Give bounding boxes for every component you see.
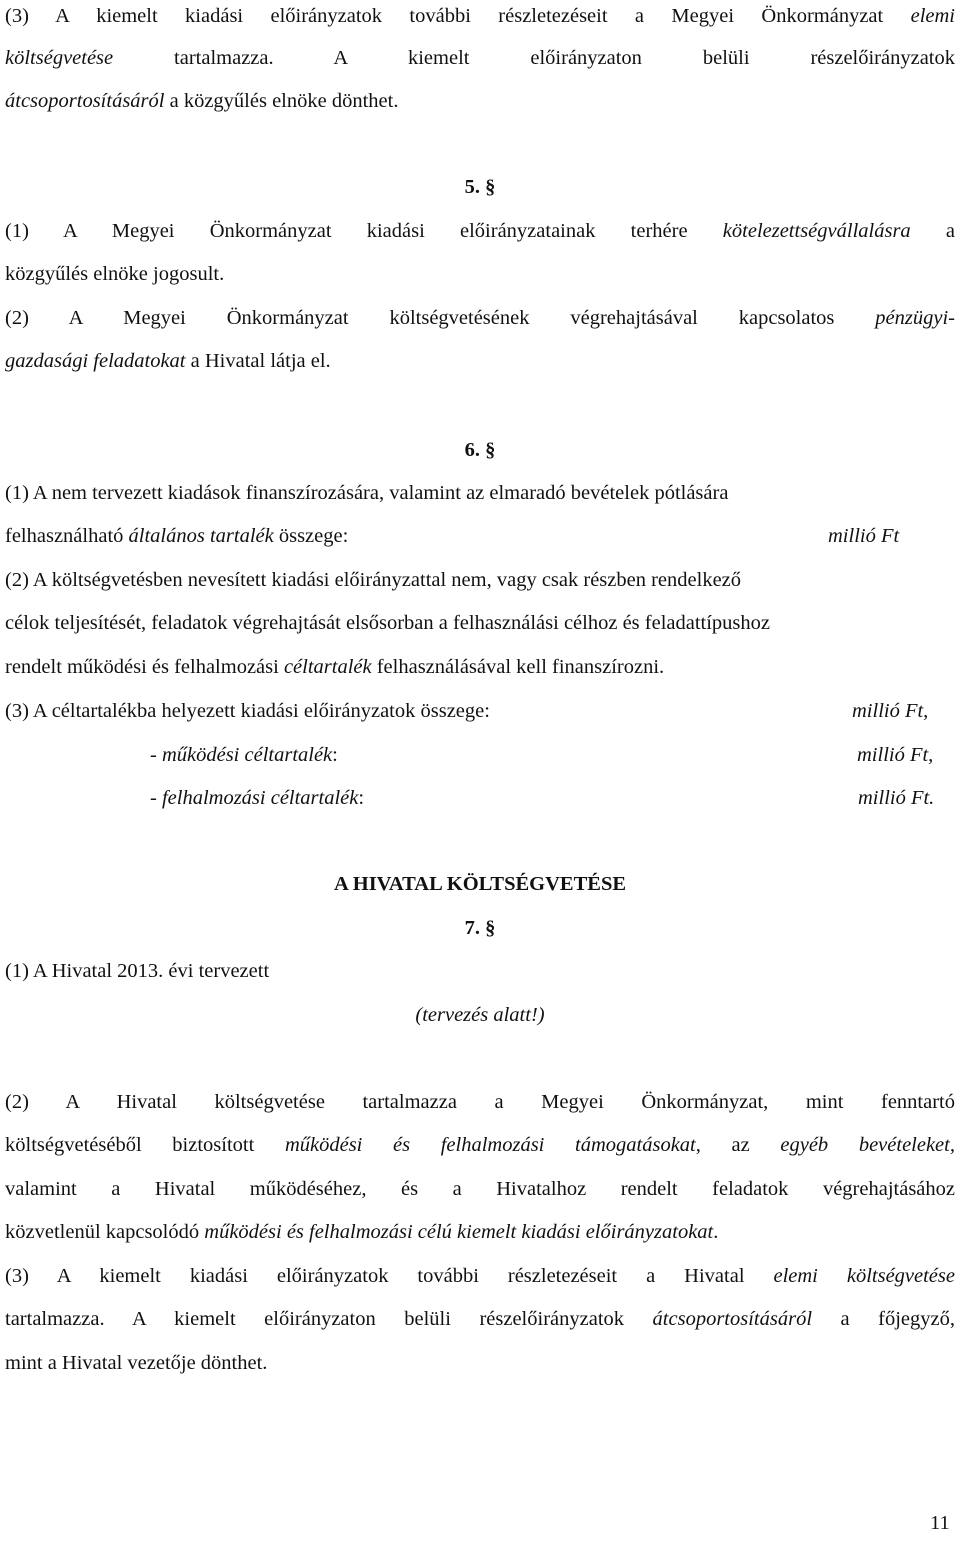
s5-p1-line2: közgyűlés elnöke jogosult. bbox=[5, 263, 225, 285]
hivatal-title: A HIVATAL KÖLTSÉGVETÉSE bbox=[333, 873, 627, 895]
s5-p2-line1: (2) A Megyei Önkormányzat költségvetésének végrehajtásával kapcsolatos pénzügyi- bbox=[5, 307, 955, 329]
s6-p2-line1: (2) A költségvetésben nevesített kiadási előirányzattal nem, vagy csak részben rendelkező bbox=[5, 569, 742, 591]
s5-p2-line2: gazdasági feladatokat a Hivatal látja el. bbox=[5, 350, 331, 372]
target-reserve-amount: millió Ft, bbox=[852, 700, 929, 722]
s4-p3-line3: átcsoportosításáról a közgyűlés elnöke dönthet. bbox=[5, 90, 399, 112]
accumulation-reserve-amount: millió Ft. bbox=[858, 787, 935, 809]
s4-p3-line2: költségvetése tartalmazza. A kiemelt előirányzaton belüli részelőirányzatok bbox=[5, 47, 955, 69]
hivatal-p3-line3: mint a Hivatal vezetője dönthet. bbox=[5, 1352, 268, 1374]
s6-p1-line2: felhasználható általános tartalék összege: bbox=[5, 525, 349, 547]
section-6-heading: 6. § bbox=[464, 439, 496, 461]
s4-p3-line1: (3) A kiemelt kiadási előirányzatok további részletezéseit a Megyei Önkormányzat elemi bbox=[5, 5, 955, 27]
hivatal-p3-line2: tartalmazza. A kiemelt előirányzaton belüli részelőirányzatok átcsoportosításáról a főjegyző, bbox=[5, 1308, 956, 1330]
section-5-heading: 5. § bbox=[464, 176, 496, 198]
hivatal-p1: (1) A Hivatal 2013. évi tervezett bbox=[5, 960, 270, 982]
section-7-heading: 7. § bbox=[464, 917, 496, 939]
s6-p3-line1: (3) A céltartalékba helyezett kiadási előirányzatok összege: bbox=[5, 700, 490, 722]
general-reserve-amount: millió Ft bbox=[828, 525, 900, 547]
operating-reserve-amount: millió Ft, bbox=[857, 744, 934, 766]
hivatal-p2-line2: költségvetéséből biztosított működési és felhalmozási támogatásokat, az egyéb bevételeket, bbox=[5, 1134, 955, 1156]
s6-p2-line2: célok teljesítését, feladatok végrehajtását elsősorban a felhasználási célhoz és feladattípushoz bbox=[5, 612, 771, 634]
s6-p1-line1: (1) A nem tervezett kiadások finanszírozására, valamint az elmaradó bevételek pótlására bbox=[5, 482, 729, 504]
s5-p1-line1: (1) A Megyei Önkormányzat kiadási előirányzatainak terhére kötelezettségvállalásra a bbox=[5, 220, 955, 242]
hivatal-p2-line4: közvetlenül kapcsolódó működési és felhalmozási célú kiemelt kiadási előirányzatokat. bbox=[5, 1221, 719, 1243]
s6-p2-line3: rendelt működési és felhalmozási céltartalék felhasználásával kell finanszírozni. bbox=[5, 656, 665, 678]
hivatal-p2-line1: (2) A Hivatal költségvetése tartalmazza a Megyei Önkormányzat, mint fenntartó bbox=[5, 1091, 955, 1113]
hivatal-p2-line3: valamint a Hivatal működéséhez, és a Hivatalhoz rendelt feladatok végrehajtásához bbox=[5, 1178, 955, 1200]
planning-note: (tervezés alatt!) bbox=[415, 1004, 545, 1026]
page-number: 11 bbox=[930, 1512, 950, 1534]
accumulation-reserve-line: - felhalmozási céltartalék: bbox=[150, 787, 365, 809]
operating-reserve-line: - működési céltartalék: bbox=[150, 744, 338, 766]
hivatal-p3-line1: (3) A kiemelt kiadási előirányzatok további részletezéseit a Hivatal elemi költségvetése bbox=[5, 1265, 955, 1287]
